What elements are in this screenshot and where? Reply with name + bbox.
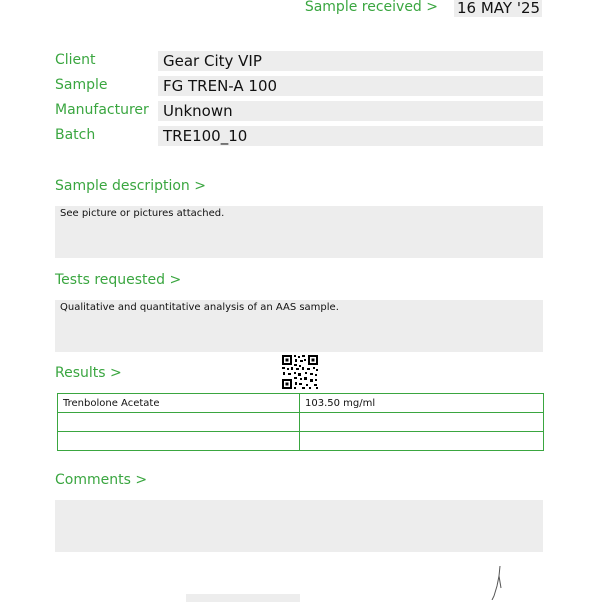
batch-label: Batch: [55, 127, 96, 143]
manufacturer-value: Unknown: [158, 101, 543, 121]
result-value-cell: [300, 413, 544, 432]
tests-requested-text: Qualitative and quantitative analysis of an AAS sample.: [60, 302, 339, 313]
manufacturer-label: Manufacturer: [55, 102, 149, 118]
sample-description-title: Sample description >: [55, 178, 206, 194]
sample-label: Sample: [55, 77, 108, 93]
sample-description-text: See picture or pictures attached.: [60, 208, 225, 219]
table-row: [58, 394, 544, 413]
sample-description-box: [55, 206, 543, 258]
comments-box: [55, 500, 543, 552]
results-table: [57, 393, 544, 451]
result-value-cell: 103.50 mg/ml: [300, 394, 544, 413]
compound-cell: Trenbolone Acetate: [58, 394, 300, 413]
table-row: [58, 413, 544, 432]
client-label: Client: [55, 52, 96, 68]
sample-received-label: Sample received >: [304, 0, 438, 15]
compound-cell: [58, 413, 300, 432]
table-row: [58, 432, 544, 451]
sample-value: FG TREN-A 100: [158, 76, 543, 96]
tests-requested-title: Tests requested >: [55, 272, 182, 288]
compound-cell: [58, 432, 300, 451]
qr-code-icon: [281, 354, 319, 390]
signature-mark-icon: [488, 566, 508, 604]
batch-value: TRE100_10: [158, 126, 543, 146]
tests-requested-box: [55, 300, 543, 352]
results-title: Results >: [55, 365, 122, 381]
result-value-cell: [300, 432, 544, 451]
sample-received-date: 16 MAY '25: [454, 0, 542, 17]
bottom-date-box: [186, 594, 300, 602]
client-value: Gear City VIP: [158, 51, 543, 71]
comments-title: Comments >: [55, 472, 148, 488]
